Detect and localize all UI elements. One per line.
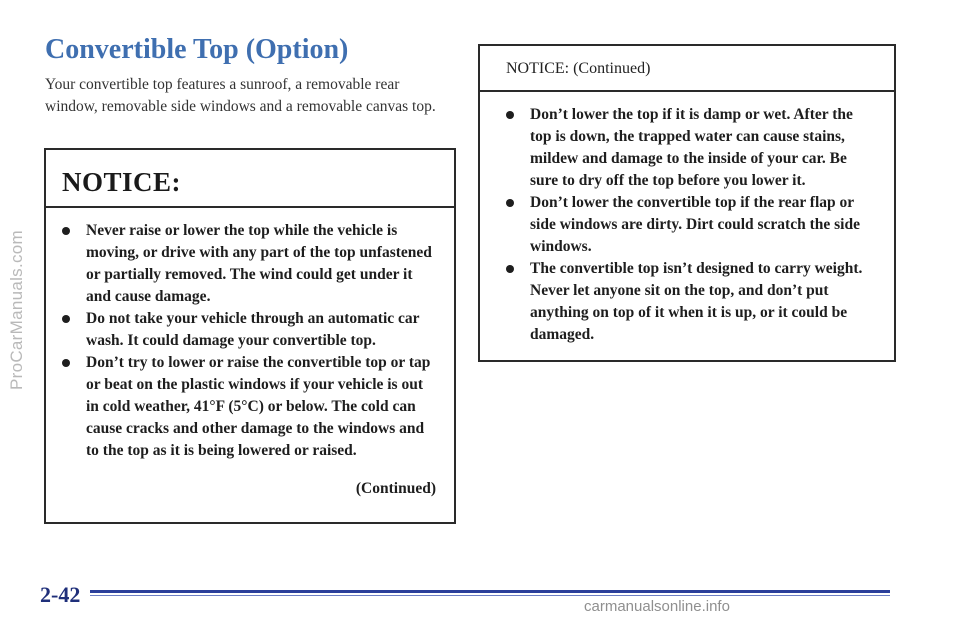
bullet-icon (506, 265, 514, 273)
section-title: Convertible Top (Option) (45, 34, 349, 65)
notice-header-right (480, 46, 894, 92)
bullet-icon (62, 227, 70, 235)
bottom-watermark: carmanualsonline.info (584, 598, 730, 615)
bullet-icon (506, 199, 514, 207)
notice-box-right (478, 44, 896, 362)
bullet-icon (506, 111, 514, 119)
continued-label: (Continued) (355, 480, 436, 497)
list-item-text: Don’t try to lower or raise the convertible top or tap or beat on the plastic windows if your vehicle is out in cold weather, 41°F (5°C) or below. The cold can cause cracks and other damage to the windows and to the top as it is being lowered or raised. (86, 354, 431, 459)
list-item (506, 192, 878, 258)
side-watermark (2, 30, 32, 590)
notice-list-left (46, 208, 454, 462)
notice-header-left (46, 150, 454, 208)
list-item-text: Don’t lower the top if it is damp or wet. After the top is down, the trapped water can cause stains, mildew and damage to the inside of your car. Be sure to dry off the top before you lower it. (530, 106, 853, 189)
notice-heading-right: NOTICE: (Continued) (506, 60, 651, 77)
list-item (62, 308, 438, 352)
list-item (506, 104, 878, 192)
page-number: 2-42 (40, 582, 81, 607)
side-watermark-text: ProCarManuals.com (7, 229, 27, 391)
list-item (62, 352, 438, 462)
list-item (62, 220, 438, 308)
notice-box-left (44, 148, 456, 524)
intro-paragraph: Your convertible top features a sunroof, a removable rear window, removable side windows and a removable canvas top. (45, 76, 436, 115)
footer-rule-thin (90, 595, 890, 596)
notice-list-right (480, 92, 894, 346)
list-item-text: Don’t lower the convertible top if the rear flap or side windows are dirty. Dirt could scratch the side windows. (530, 194, 860, 255)
list-item-text: Do not take your vehicle through an automatic car wash. It could damage your convertible top. (86, 310, 420, 349)
notice-heading-left: NOTICE: (62, 167, 182, 197)
bullet-icon (62, 359, 70, 367)
list-item-text: Never raise or lower the top while the vehicle is moving, or drive with any part of the top unfastened or partially removed. The wind could get under it and cause damage. (86, 222, 432, 305)
bullet-icon (62, 315, 70, 323)
list-item-text: The convertible top isn’t designed to carry weight. Never let anyone sit on the top, and don’t put anything on top of it when it is up, or it could be damaged. (530, 260, 863, 343)
list-item (506, 258, 878, 346)
footer-rule (90, 590, 890, 593)
